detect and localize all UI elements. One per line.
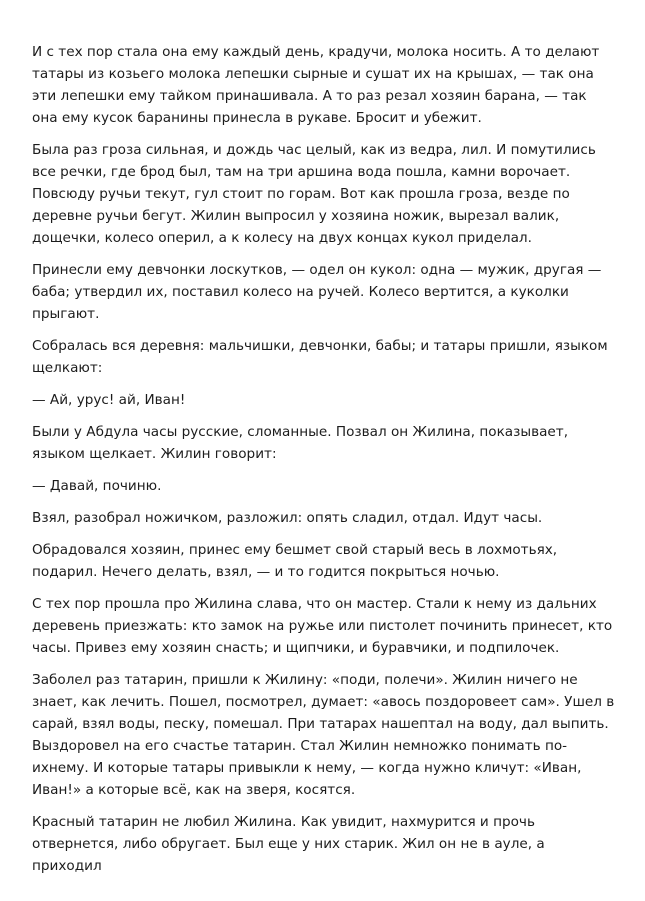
paragraph: И с тех пор стала она ему каждый день, крадучи, молока носить. А то делают татары из козьего молока лепешки сырные и сушат их на крышах, — так она эти лепешки ему тайком принашивала. А то раз резал хозяин барана, — так она ему кусок баранины принесла в рукаве. Бросит и убежит.: [32, 44, 600, 126]
paragraph: Были у Абдула часы русские, сломанные. Позвал он Жилина, показывает, языком щелкает. Жилин говорит:: [32, 424, 569, 462]
paragraph: Красный татарин не любил Жилина. Как увидит, нахмурится и прочь отвернется, либо обругает. Был еще у них старик. Жил он не в ауле, а приходил: [32, 814, 545, 874]
paragraph: Принесли ему девчонки лоскутков, — одел он кукол: одна — мужик, другая — баба; утвердил их, поставил колесо на ручей. Колесо вертится, а куколки прыгают.: [32, 262, 602, 322]
paragraph: Обрадовался хозяин, принес ему бешмет свой старый весь в лохмотьях, подарил. Нечего делать, взял, — и то годится покрыться ночью.: [32, 542, 558, 580]
paragraph: С тех пор прошла про Жилина слава, что он мастер. Стали к нему из дальних деревень приезжать: кто замок на ружье или пистолет починить принесет, кто часы. Привез ему хозяин снасть; и щипчики, и буравчики, и подпилочек.: [32, 596, 613, 656]
paragraph: Собралась вся деревня: мальчишки, девчонки, бабы; и татары пришли, языком щелкают:: [32, 338, 608, 376]
paragraph: Была раз гроза сильная, и дождь час целый, как из ведра, лил. И помутились все речки, где брод был, там на три аршина вода пошла, камни ворочает. Повсюду ручьи текут, гул стоит по горам. Вот как прошла гроза, везде по деревне ручьи бегут. Жилин выпросил у хозяина ножик, вырезал валик, дощечки, колесо оперил, а к колесу на двух концах кукол приделал.: [32, 142, 596, 246]
document-body: [32, 41, 616, 887]
paragraph: Заболел раз татарин, пришли к Жилину: «поди, полечи». Жилин ничего не знает, как лечить. Пошел, посмотрел, думает: «авось поздоровеет сам». Ушел в сарай, взял воды, песку, помешал. При татарах нашептал на воду, дал выпить. Выздоровел на его счастье татарин. Стал Жилин немножко понимать по-ихнему. И которые татары привыкли к нему, — когда нужно кличут: «Иван, Иван!» а которые всё, как на зверя, косятся.: [32, 672, 615, 798]
paragraph: — Давай, починю.: [32, 478, 162, 494]
paragraph: — Ай, урус! ай, Иван!: [32, 392, 186, 408]
paragraph: Взял, разобрал ножичком, разложил: опять сладил, отдал. Идут часы.: [32, 510, 543, 526]
